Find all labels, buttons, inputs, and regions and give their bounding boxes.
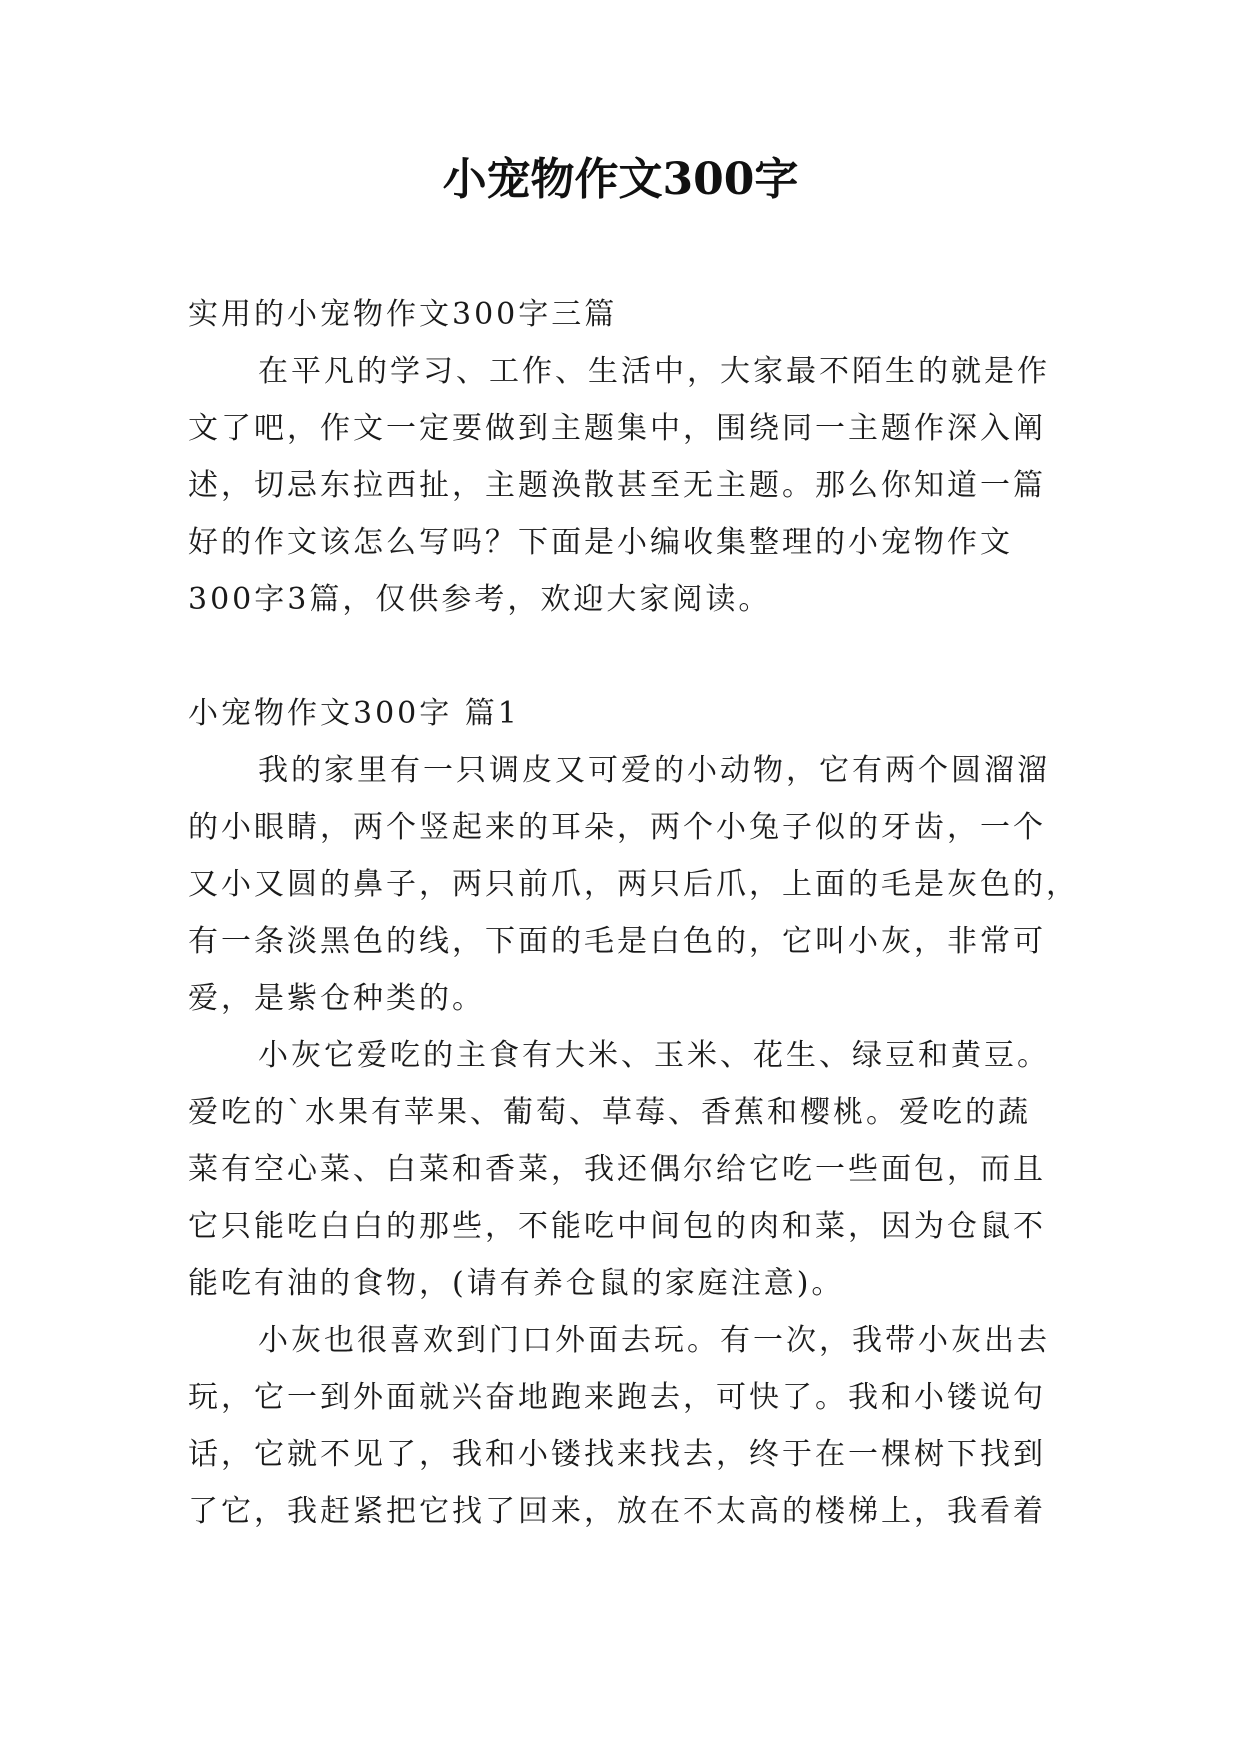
text-line: 爱吃的`水果有苹果、葡萄、草莓、香蕉和樱桃。爱吃的蔬 — [188, 1095, 1031, 1130]
text-line: 在平凡的学习、工作、生活中，大家最不陌生的就是作 — [258, 354, 1050, 389]
body-paragraph-2 — [188, 1027, 1058, 1312]
text-line: 的小眼睛，两个竖起来的耳朵，两个小兔子似的牙齿，一个 — [188, 810, 1046, 845]
text-line: 了它，我赶紧把它找了回来，放在不太高的楼梯上，我看着 — [188, 1494, 1046, 1529]
document-body — [188, 286, 1079, 1540]
intro-paragraph — [188, 343, 1058, 628]
text-line: 爱，是紫仓种类的。 — [188, 981, 485, 1016]
text-line: 述，切忌东拉西扯，主题涣散甚至无主题。那么你知道一篇 — [188, 468, 1046, 503]
text-line: 300字3篇，仅供参考，欢迎大家阅读。 — [188, 582, 772, 617]
body-paragraph-1 — [188, 742, 1079, 1027]
text-line: 菜有空心菜、白菜和香菜，我还偶尔给它吃一些面包，而且 — [188, 1152, 1046, 1187]
subtitle: 实用的小宠物作文300字三篇 — [188, 297, 618, 332]
text-line: 小灰也很喜欢到门口外面去玩。有一次，我带小灰出去 — [258, 1323, 1050, 1358]
text-line: 我的家里有一只调皮又可爱的小动物，它有两个圆溜溜 — [258, 753, 1050, 788]
document-title: 小宠物作文300字 — [442, 154, 799, 205]
text-line: 文了吧，作文一定要做到主题集中，围绕同一主题作深入阐 — [188, 411, 1046, 446]
text-line: 玩，它一到外面就兴奋地跑来跑去，可快了。我和小镂说句 — [188, 1380, 1046, 1415]
text-line: 能吃有油的食物，(请有养仓鼠的家庭注意)。 — [188, 1266, 845, 1301]
text-line: 小灰它爱吃的主食有大米、玉米、花生、绿豆和黄豆。 — [258, 1038, 1050, 1073]
text-line: 有一条淡黑色的线，下面的毛是白色的，它叫小灰，非常可 — [188, 924, 1046, 959]
text-line: 它只能吃白白的那些，不能吃中间包的肉和菜，因为仓鼠不 — [188, 1209, 1046, 1244]
body-paragraph-3 — [188, 1312, 1058, 1540]
text-line: 好的作文该怎么写吗？下面是小编收集整理的小宠物作文 — [188, 525, 1013, 560]
text-line: 又小又圆的鼻子，两只前爪，两只后爪，上面的毛是灰色的， — [188, 867, 1079, 902]
text-line: 话，它就不见了，我和小镂找来找去，终于在一棵树下找到 — [188, 1437, 1046, 1472]
section-heading: 小宠物作文300字 篇1 — [188, 696, 520, 731]
